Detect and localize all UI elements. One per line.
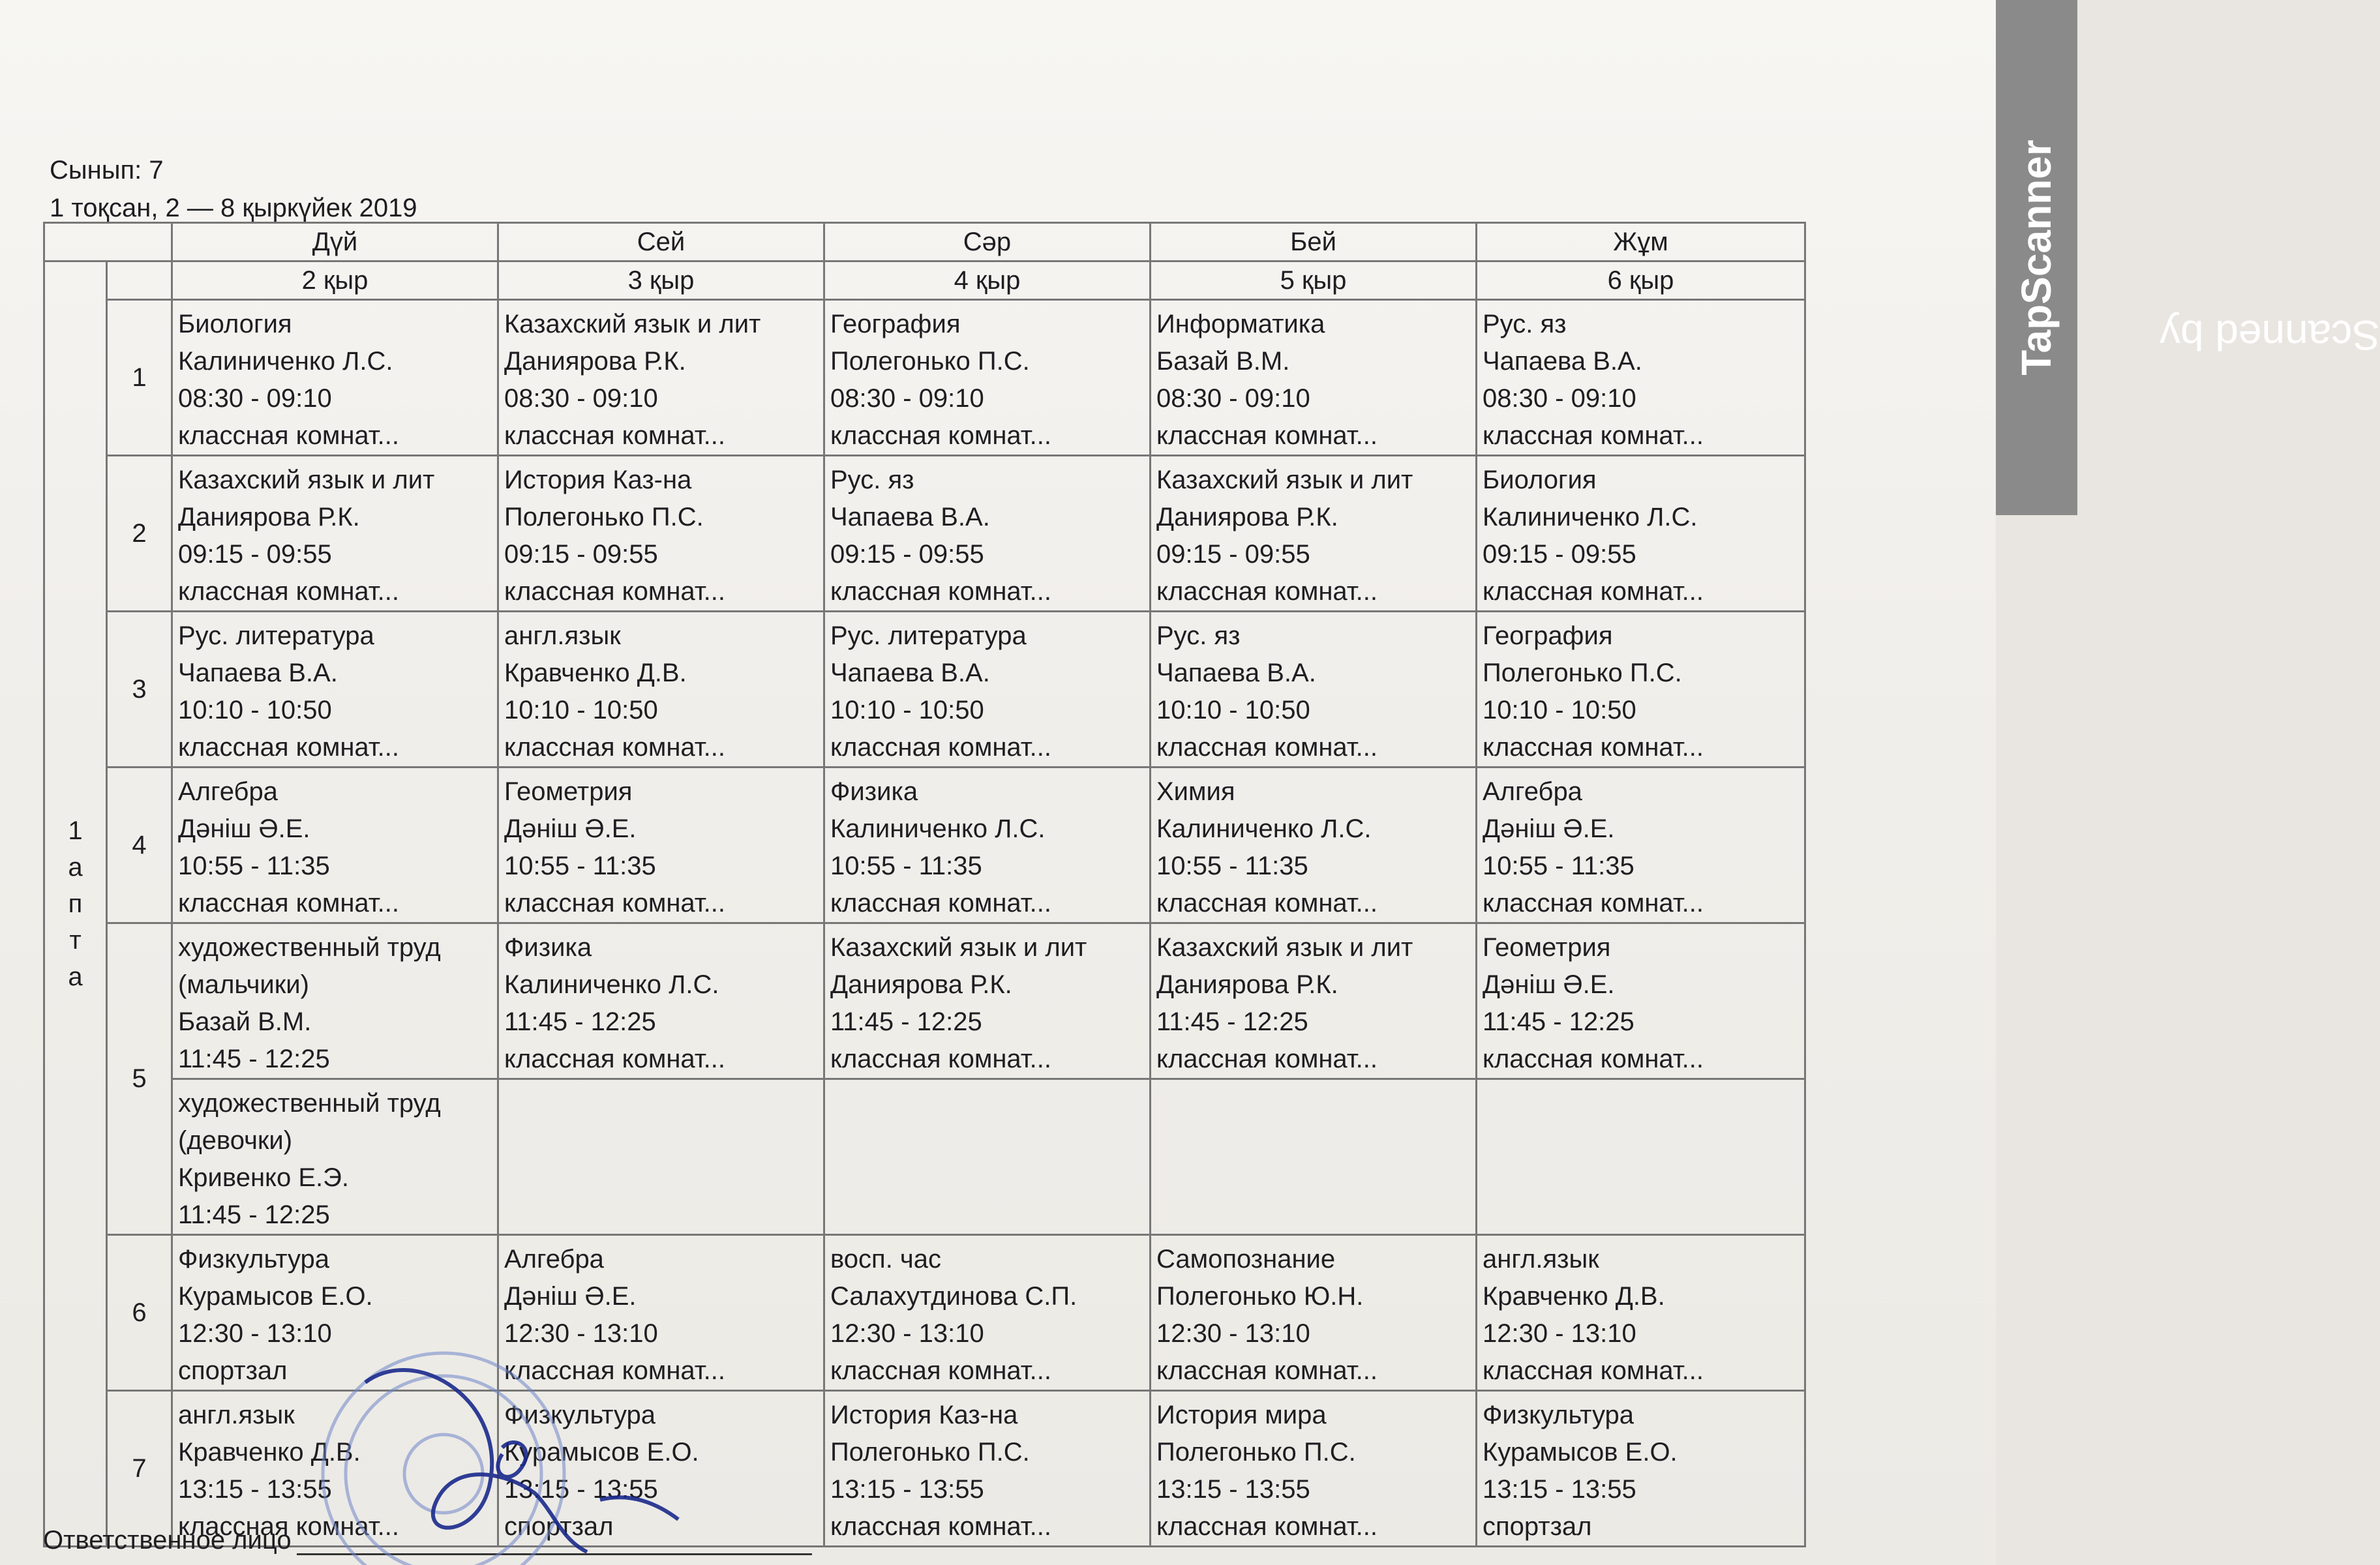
lesson-teacher: Калиниченко Л.С. — [1483, 503, 1698, 531]
lesson-row — [44, 300, 1805, 456]
lesson-cell — [1151, 456, 1477, 612]
lesson-teacher: Базай В.М. — [1156, 347, 1290, 376]
lesson-number: 2 — [107, 456, 172, 612]
lesson-subject: англ.язык — [504, 621, 621, 650]
lesson-subject: Физика — [504, 933, 592, 962]
lesson-entry — [1477, 768, 1804, 922]
lesson-subject: Физкультура — [504, 1401, 656, 1429]
day-date-cell: 4 қыр — [824, 261, 1151, 300]
lesson-entry — [499, 301, 823, 455]
lesson-teacher: Дәніш Ә.Е. — [504, 1282, 637, 1311]
lesson-entry — [173, 924, 497, 1078]
lesson-cell — [498, 768, 824, 923]
lesson-room: классная комнат... — [504, 577, 726, 606]
lesson-entry — [1477, 612, 1804, 766]
lesson-subject: География — [1483, 621, 1613, 650]
lesson-time: Кривенко Е.Э. — [178, 1163, 349, 1192]
lesson-time: 12:30 - 13:10 — [830, 1319, 984, 1348]
lesson-time: 10:10 - 10:50 — [178, 696, 332, 724]
lesson-subject: Алгебра — [178, 777, 278, 806]
lesson-room: классная комнат... — [1156, 1045, 1378, 1073]
lesson-cell — [172, 456, 498, 612]
lesson-subject: Алгебра — [1483, 777, 1582, 806]
lesson-time: 12:30 - 13:10 — [1156, 1319, 1310, 1348]
lesson-entry — [499, 456, 823, 610]
lesson-teacher: Полегонько П.С. — [830, 1438, 1030, 1467]
lesson-entry — [1151, 456, 1475, 610]
lesson-time: 10:55 - 11:35 — [1483, 852, 1634, 880]
lesson-subject: Алгебра — [504, 1245, 604, 1274]
lesson-time: 11:45 - 12:25 — [504, 1007, 656, 1036]
lesson-teacher: (мальчики) — [178, 970, 309, 999]
lesson-time: 13:15 - 13:55 — [830, 1475, 984, 1504]
lesson-subject: Геометрия — [1483, 933, 1611, 962]
lesson-time: 13:15 - 13:55 — [1156, 1475, 1310, 1504]
lesson-number: 1 — [107, 300, 172, 456]
lesson-cell — [1477, 300, 1805, 456]
lesson-time: 10:55 - 11:35 — [178, 852, 330, 880]
lesson-subject: художественный труд — [178, 1089, 441, 1118]
lesson-row — [44, 1391, 1805, 1547]
lesson-number: 5 — [107, 923, 172, 1235]
lesson-teacher: Курамысов Е.О. — [504, 1438, 699, 1467]
responsible-person-label: Ответственное лицо — [43, 1526, 292, 1555]
lesson-subject: Информатика — [1156, 310, 1325, 338]
lesson-subject: Казахский язык и лит — [1156, 933, 1413, 962]
lesson-subject: География — [830, 310, 961, 338]
lesson-cell — [1477, 1391, 1805, 1547]
day-name-cell: Жұм — [1477, 223, 1805, 261]
lesson-time: 12:30 - 13:10 — [504, 1319, 658, 1348]
lesson-cell — [1477, 768, 1805, 923]
lesson-room: классная комнат... — [830, 577, 1052, 606]
lesson-subject: Геометрия — [504, 777, 633, 806]
lesson-teacher: Калиниченко Л.С. — [504, 970, 719, 999]
week-label-char: а — [68, 962, 83, 991]
lesson-teacher: Кравченко Д.В. — [1483, 1282, 1665, 1311]
lesson-cell — [172, 923, 498, 1079]
lesson-entry — [173, 301, 497, 455]
lesson-subject: Химия — [1156, 777, 1235, 806]
lesson-teacher: Курамысов Е.О. — [178, 1282, 373, 1311]
lesson-teacher: Салахутдинова С.П. — [830, 1282, 1077, 1311]
lesson-subject: Казахский язык и лит — [504, 310, 761, 338]
lesson-room: классная комнат... — [178, 889, 400, 917]
lesson-entry — [825, 1392, 1149, 1545]
lesson-time: 10:55 - 11:35 — [504, 852, 656, 880]
corner-cell — [44, 223, 172, 261]
lesson-room: классная комнат... — [178, 577, 400, 606]
lesson-room: спортзал — [1483, 1512, 1592, 1541]
lesson-cell — [1151, 768, 1477, 923]
lesson-room: классная комнат... — [178, 1512, 400, 1541]
day-name-cell: Дүй — [172, 223, 498, 261]
period-line: 1 тоқсан, 2 — 8 қыркүйек 2019 — [50, 194, 417, 222]
lesson-room: спортзал — [504, 1512, 614, 1541]
lesson-cell — [1477, 612, 1805, 768]
lesson-room: классная комнат... — [830, 1045, 1052, 1073]
lesson-cell — [1151, 300, 1477, 456]
lesson-subject: англ.язык — [1483, 1245, 1599, 1274]
lesson-subject: Казахский язык и лит — [178, 466, 435, 494]
lesson-room: классная комнат... — [1483, 1356, 1704, 1385]
lesson-cell — [1151, 923, 1477, 1079]
lesson-time: 08:30 - 09:10 — [830, 384, 984, 413]
lesson-teacher: Чапаева В.А. — [178, 659, 338, 687]
lesson-subject: Физкультура — [1483, 1401, 1634, 1429]
lesson-room: классная комнат... — [1483, 733, 1704, 762]
lesson-time: 10:10 - 10:50 — [1156, 696, 1310, 724]
lesson-time: 11:45 - 12:25 — [1156, 1007, 1308, 1036]
lesson-room: спортзал — [178, 1356, 288, 1385]
lesson-entry — [173, 612, 497, 766]
lesson-entry — [499, 612, 823, 766]
lesson-teacher: Чапаева В.А. — [1156, 659, 1316, 687]
lesson-teacher: Калиниченко Л.С. — [178, 347, 393, 376]
lesson-time: 09:15 - 09:55 — [830, 540, 984, 569]
lesson-teacher: (девочки) — [178, 1126, 293, 1155]
lesson-teacher: Чапаева В.А. — [830, 503, 990, 531]
lesson-subject: Рус. яз — [1156, 621, 1241, 650]
empty-cell — [824, 1079, 1151, 1235]
lesson-room: классная комнат... — [504, 733, 726, 762]
lesson-room: классная комнат... — [1156, 577, 1378, 606]
lesson-room: классная комнат... — [1156, 733, 1378, 762]
lesson-entry — [1151, 301, 1475, 455]
scanner-prefix: Scanned by — [2159, 311, 2380, 359]
lesson-room: классная комнат... — [178, 733, 400, 762]
lesson-entry — [1151, 768, 1475, 922]
lesson-subject: Рус. литература — [830, 621, 1027, 650]
lesson-entry — [825, 924, 1149, 1078]
lesson-cell — [1151, 1391, 1477, 1547]
scanner-brand: TapScanner — [2013, 140, 2060, 376]
lesson-room: классная комнат... — [830, 421, 1052, 450]
lesson-cell — [172, 300, 498, 456]
lesson-subject: Рус. литература — [178, 621, 374, 650]
header-row-days — [44, 223, 1805, 261]
lesson-subject: История Каз-на — [504, 466, 692, 494]
lesson-time: 11:45 - 12:25 — [1483, 1007, 1634, 1036]
lesson-entry — [499, 768, 823, 922]
lesson-entry — [173, 1080, 497, 1234]
lesson-room: классная комнат... — [830, 1512, 1052, 1541]
week-label-char: 1 — [68, 816, 83, 845]
lesson-time: 09:15 - 09:55 — [178, 540, 332, 569]
lesson-entry — [1151, 924, 1475, 1078]
lesson-entry — [825, 301, 1149, 455]
seal-stamp-and-signature — [339, 1304, 704, 1565]
lesson-entry — [1477, 924, 1804, 1078]
lesson-room: классная комнат... — [1483, 421, 1704, 450]
lesson-subject: художественный труд — [178, 933, 441, 962]
scanner-watermark — [1996, 0, 2380, 515]
lesson-teacher: Даниярова Р.К. — [830, 970, 1012, 999]
blank-cell — [107, 261, 172, 300]
lesson-teacher: Дәніш Ә.Е. — [1483, 814, 1615, 843]
day-date-cell: 3 қыр — [498, 261, 824, 300]
lesson-teacher: Калиниченко Л.С. — [1156, 814, 1372, 843]
lesson-entry — [825, 768, 1149, 922]
lesson-cell — [824, 300, 1151, 456]
week-label-cell — [44, 261, 107, 1547]
lesson-row — [44, 1235, 1805, 1391]
lesson-cell — [498, 612, 824, 768]
lesson-teacher: Калиниченко Л.С. — [830, 814, 1046, 843]
lesson-time: 13:15 - 13:55 — [178, 1475, 332, 1504]
lesson-room: классная комнат... — [1156, 1512, 1378, 1541]
day-date-cell: 6 қыр — [1477, 261, 1805, 300]
lesson-teacher: Чапаева В.А. — [1483, 347, 1642, 376]
lesson-teacher: Полегонько П.С. — [504, 503, 704, 531]
lesson-room: классная комнат... — [504, 1045, 726, 1073]
lesson-row — [44, 923, 1805, 1079]
week-label-char: а — [68, 853, 83, 882]
lesson-teacher: Кравченко Д.В. — [504, 659, 687, 687]
lesson-row — [44, 768, 1805, 923]
lesson-room: классная комнат... — [1483, 1045, 1704, 1073]
day-name-cell: Сәр — [824, 223, 1151, 261]
lesson-subject: Казахский язык и лит — [830, 933, 1087, 962]
lesson-teacher: Полегонько П.С. — [1483, 659, 1682, 687]
lesson-entry — [1477, 1392, 1804, 1545]
lesson-teacher: Полегонько Ю.Н. — [1156, 1282, 1364, 1311]
week-label-char: п — [68, 889, 83, 918]
lesson-cell — [1151, 612, 1477, 768]
day-date-cell: 2 қыр — [172, 261, 498, 300]
lesson-cell — [172, 1079, 498, 1235]
lesson-teacher: Полегонько П.С. — [830, 347, 1030, 376]
lesson-teacher: Даниярова Р.К. — [1156, 503, 1338, 531]
lesson-teacher: Чапаева В.А. — [830, 659, 990, 687]
lesson-time: 12:30 - 13:10 — [178, 1319, 332, 1348]
day-name-cell: Сей — [498, 223, 824, 261]
lesson-room: классная комнат... — [830, 889, 1052, 917]
lesson-entry — [173, 768, 497, 922]
lesson-cell — [1477, 456, 1805, 612]
lesson-teacher: Дәніш Ә.Е. — [504, 814, 637, 843]
empty-cell — [1477, 1079, 1805, 1235]
lesson-time: 13:15 - 13:55 — [504, 1475, 658, 1504]
lesson-teacher: Кравченко Д.В. — [178, 1438, 361, 1467]
lesson-subject: Рус. яз — [830, 466, 914, 494]
lesson-room: классная комнат... — [1156, 889, 1378, 917]
lesson-time: 12:30 - 13:10 — [1483, 1319, 1636, 1348]
lesson-cell — [824, 768, 1151, 923]
lesson-time: 13:15 - 13:55 — [1483, 1475, 1636, 1504]
lesson-entry — [1477, 1236, 1804, 1390]
lesson-room: классная комнат... — [504, 1356, 726, 1385]
lesson-teacher: Даниярова Р.К. — [1156, 970, 1338, 999]
lesson-teacher: Полегонько П.С. — [1156, 1438, 1356, 1467]
lesson-row — [44, 612, 1805, 768]
lesson-cell — [172, 612, 498, 768]
lesson-cell — [1151, 1235, 1477, 1391]
lesson-cell — [498, 456, 824, 612]
lesson-time: 10:10 - 10:50 — [1483, 696, 1636, 724]
day-date-cell: 5 қыр — [1151, 261, 1477, 300]
lesson-teacher: Дәніш Ә.Е. — [1483, 970, 1615, 999]
lesson-time: 09:15 - 09:55 — [1483, 540, 1636, 569]
lesson-entry — [825, 612, 1149, 766]
lesson-number: 7 — [107, 1391, 172, 1547]
lesson-entry — [1477, 301, 1804, 455]
lesson-entry — [825, 1236, 1149, 1390]
lesson-cell — [824, 923, 1151, 1079]
lesson-room: 11:45 - 12:25 — [178, 1200, 330, 1229]
lesson-time: 11:45 - 12:25 — [830, 1007, 982, 1036]
lesson-room: классная комнат... — [178, 421, 400, 450]
lesson-row — [44, 456, 1805, 612]
lesson-subject: Казахский язык и лит — [1156, 466, 1413, 494]
lesson-entry — [1477, 456, 1804, 610]
lesson-teacher: Даниярова Р.К. — [178, 503, 360, 531]
class-line: Сынып: 7 — [50, 156, 164, 185]
lesson-room: классная комнат... — [1483, 577, 1704, 606]
header-row-dates — [44, 261, 1805, 300]
week-label-char: т — [69, 926, 82, 955]
empty-cell — [1151, 1079, 1477, 1235]
lesson-entry — [1151, 612, 1475, 766]
lesson-number: 6 — [107, 1235, 172, 1391]
lesson-number: 3 — [107, 612, 172, 768]
lesson-cell — [824, 1235, 1151, 1391]
lesson-room: классная комнат... — [1483, 889, 1704, 917]
lesson-room: классная комнат... — [830, 1356, 1052, 1385]
lesson-teacher: Курамысов Е.О. — [1483, 1438, 1678, 1467]
lesson-time: 10:55 - 11:35 — [1156, 852, 1308, 880]
lesson-cell — [824, 1391, 1151, 1547]
lesson-cell — [1477, 923, 1805, 1079]
lesson-time: Базай В.М. — [178, 1007, 312, 1036]
lesson-entry — [499, 924, 823, 1078]
timetable — [43, 222, 1806, 1547]
lesson-subject: История мира — [1156, 1401, 1327, 1429]
lesson-time: 10:10 - 10:50 — [830, 696, 984, 724]
lesson-time: 10:55 - 11:35 — [830, 852, 982, 880]
lesson-time: 09:15 - 09:55 — [1156, 540, 1310, 569]
lesson-subject: Физика — [830, 777, 918, 806]
lesson-cell — [498, 923, 824, 1079]
lesson-time: 08:30 - 09:10 — [1483, 384, 1636, 413]
lesson-cell — [824, 456, 1151, 612]
lesson-subject: Биология — [178, 310, 292, 338]
lesson-subject: англ.язык — [178, 1401, 295, 1429]
lesson-subject: восп. час — [830, 1245, 942, 1274]
lesson-entry — [173, 456, 497, 610]
lesson-entry — [1151, 1236, 1475, 1390]
lesson-room: классная комнат... — [504, 421, 726, 450]
lesson-entry — [825, 456, 1149, 610]
lesson-room: классная комнат... — [1156, 421, 1378, 450]
lesson-cell — [498, 300, 824, 456]
lesson-subject: Рус. яз — [1483, 310, 1567, 338]
lesson-subject: Физкультура — [178, 1245, 330, 1274]
lesson-room: классная комнат... — [504, 889, 726, 917]
lesson-time: 08:30 - 09:10 — [1156, 384, 1310, 413]
lesson-time: 08:30 - 09:10 — [178, 384, 332, 413]
lesson-room: классная комнат... — [1156, 1356, 1378, 1385]
lesson-room: 11:45 - 12:25 — [178, 1045, 330, 1073]
empty-cell — [498, 1079, 824, 1235]
lesson-number: 4 — [107, 768, 172, 923]
lesson-cell — [172, 768, 498, 923]
lesson-entry — [1151, 1392, 1475, 1545]
lesson-subject: Биология — [1483, 466, 1597, 494]
document-header — [50, 151, 417, 227]
lesson-row-extra — [44, 1079, 1805, 1235]
lesson-subject: История Каз-на — [830, 1401, 1018, 1429]
lesson-cell — [824, 612, 1151, 768]
day-name-cell: Бей — [1151, 223, 1477, 261]
lesson-cell — [1477, 1235, 1805, 1391]
lesson-room: классная комнат... — [830, 733, 1052, 762]
lesson-subject: Самопознание — [1156, 1245, 1336, 1274]
lesson-time: 10:10 - 10:50 — [504, 696, 658, 724]
lesson-time: 08:30 - 09:10 — [504, 384, 658, 413]
lesson-time: 09:15 - 09:55 — [504, 540, 658, 569]
lesson-teacher: Дәніш Ә.Е. — [178, 814, 310, 843]
lesson-teacher: Даниярова Р.К. — [504, 347, 686, 376]
